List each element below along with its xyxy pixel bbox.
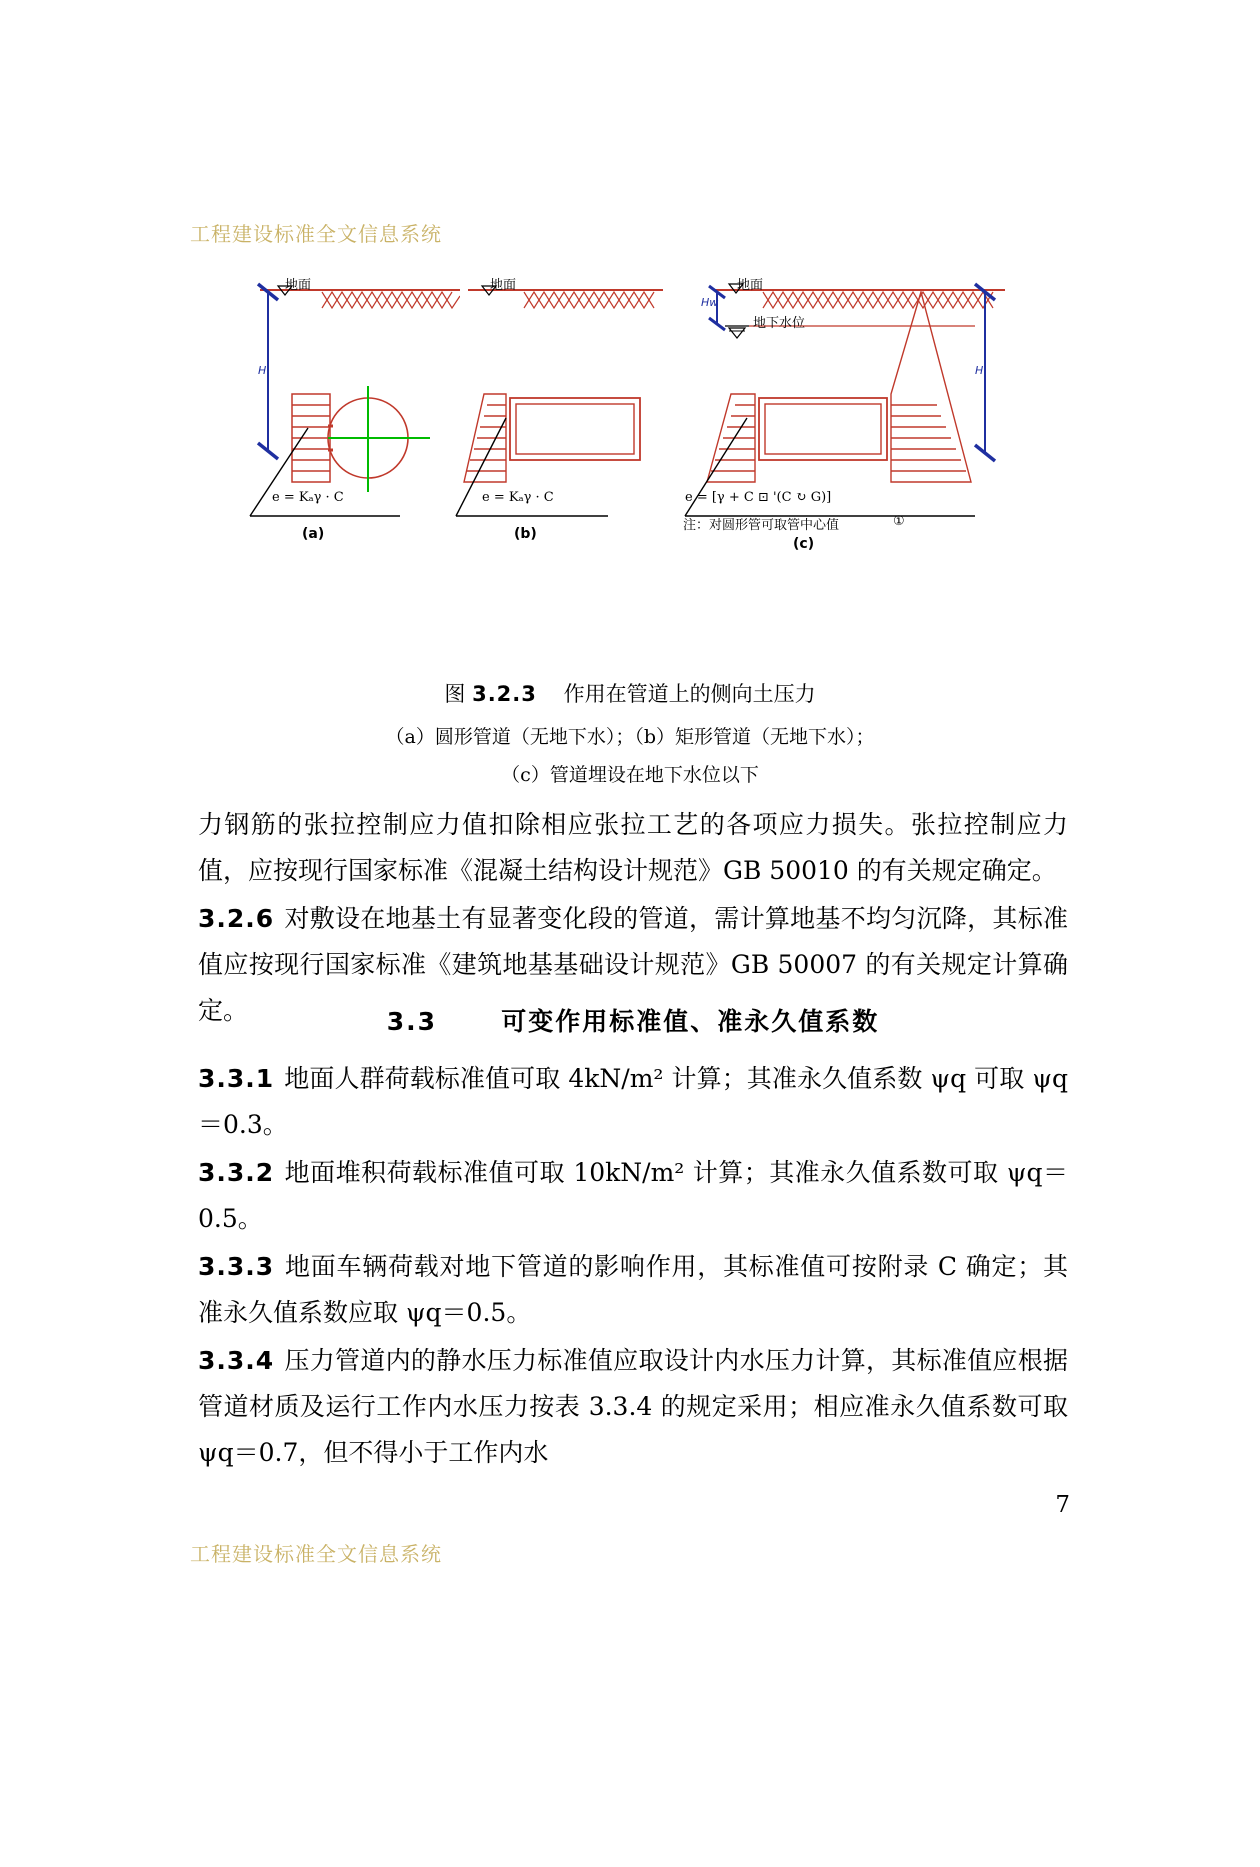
panel-c-depth-symbol: H bbox=[975, 364, 984, 377]
paragraph-continuation-text: 力钢筋的张拉控制应力值扣除相应张拉工艺的各项应力损失。张拉控制应力值，应按现行国家标准《混凝土结构设计规范》GB 50010 的有关规定确定。 bbox=[198, 810, 1068, 885]
page-number: 7 bbox=[1055, 1492, 1070, 1518]
panel-c-note: 注：对圆形管可取管中心值 bbox=[683, 518, 840, 533]
clause-3-3-4-number: 3.3.4 bbox=[198, 1346, 275, 1375]
panel-a-formula: e = Kₐγ · C bbox=[272, 490, 344, 505]
figure-caption-sub-2: （c）管道埋设在地下水位以下 bbox=[501, 764, 759, 786]
panel-b-formula: e = Kₐγ · C bbox=[482, 490, 554, 505]
figure-panel-a bbox=[230, 268, 460, 628]
clause-3-3-2 bbox=[198, 1150, 1068, 1242]
clause-3-3-4-text: 压力管道内的静水压力标准值应取设计内水压力计算，其标准值应根据管道材质及运行工作内水压力按表 3.3.4 的规定采用；相应准永久值系数可取 ψq＝0.7，但不得小于工作内水 bbox=[198, 1346, 1068, 1467]
watermark-header-top: 工程建设标准全文信息系统 bbox=[190, 222, 442, 246]
figure-caption-text: 作用在管道上的侧向土压力 bbox=[563, 682, 816, 706]
clause-3-3-1-text: 地面人群荷载标准值可取 4kN/m² 计算；其准永久值系数 ψq 可取 ψq＝0.3。 bbox=[198, 1064, 1068, 1139]
panel-b-ground-label: 地面 bbox=[490, 278, 517, 293]
clause-3-3-3-number: 3.3.3 bbox=[198, 1252, 275, 1281]
clause-3-2-6-number: 3.2.6 bbox=[198, 904, 275, 933]
section-heading-3-3 bbox=[198, 1002, 1068, 1038]
watermark-footer-bottom: 工程建设标准全文信息系统 bbox=[190, 1542, 442, 1566]
panel-b-caption: (b) bbox=[514, 526, 537, 542]
paragraph-continuation bbox=[198, 802, 1068, 894]
panel-c-formula: e = [γ + C ⊡ '(C ↻ G)] bbox=[685, 490, 832, 505]
panel-a-ground-label: 地面 bbox=[285, 278, 312, 293]
panel-c-drawing bbox=[675, 268, 1030, 628]
clause-3-2-6-text: 对敷设在地基土有显著变化段的管道，需计算地基不均匀沉降，其标准值应按现行国家标准《建筑地基基础设计规范》GB 50007 的有关规定计算确定。 bbox=[198, 904, 1068, 1025]
panel-c-note-marker: ① bbox=[893, 514, 905, 529]
clause-3-3-3 bbox=[198, 1244, 1068, 1336]
clause-3-3-4 bbox=[198, 1338, 1068, 1476]
figure-caption-prefix: 图 bbox=[444, 682, 466, 706]
clause-3-3-1-number: 3.3.1 bbox=[198, 1064, 275, 1093]
section-heading-number: 3.3 bbox=[386, 1007, 438, 1036]
panel-a-caption: (a) bbox=[302, 526, 325, 542]
figure-panel-c bbox=[675, 268, 1030, 628]
panel-a-drawing bbox=[230, 268, 460, 628]
figure-caption-main bbox=[0, 678, 1260, 708]
clause-3-3-2-text: 地面堆积荷载标准值可取 10kN/m² 计算；其准永久值系数可取 ψq＝0.5。 bbox=[198, 1158, 1068, 1233]
panel-b-drawing bbox=[448, 268, 678, 628]
panel-c-ground-label: 地面 bbox=[737, 278, 764, 293]
section-heading-title: 可变作用标准值、准永久值系数 bbox=[501, 1007, 880, 1036]
figure-3-2-3 bbox=[230, 268, 1030, 628]
figure-caption-number: 3.2.3 bbox=[472, 682, 537, 706]
panel-c-water-label: 地下水位 bbox=[753, 316, 806, 331]
figure-panel-b bbox=[448, 268, 678, 628]
clause-3-3-3-text: 地面车辆荷载对地下管道的影响作用，其标准值可按附录 C 确定；其准永久值系数应取 ψq＝0.5。 bbox=[198, 1252, 1068, 1327]
body-text bbox=[198, 802, 1068, 1036]
panel-a-depth-symbol: H bbox=[258, 364, 267, 377]
panel-c-caption: (c) bbox=[793, 536, 815, 552]
figure-caption-sub-1: （a）圆形管道（无地下水）；（b）矩形管道（无地下水）； bbox=[385, 726, 875, 748]
clause-3-3-2-number: 3.3.2 bbox=[198, 1158, 275, 1187]
clause-3-3-1 bbox=[198, 1056, 1068, 1148]
panel-c-water-depth-symbol: Hw bbox=[701, 296, 719, 309]
clause-list bbox=[198, 1056, 1068, 1478]
